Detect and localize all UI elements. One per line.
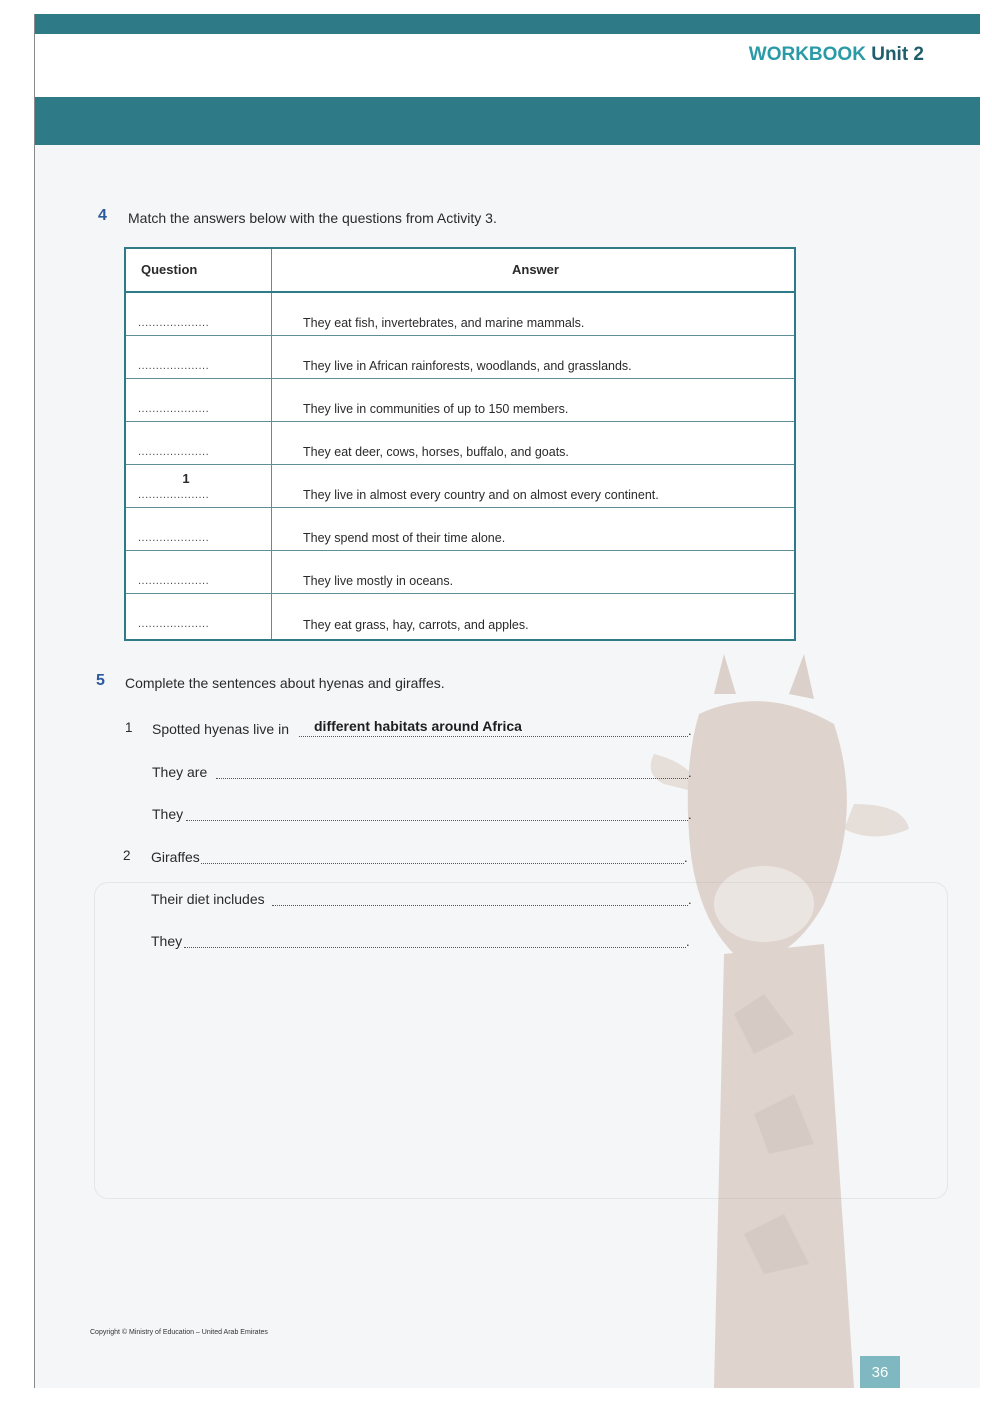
match-table <box>124 247 796 641</box>
sentence-prompt: Giraffes <box>151 849 200 865</box>
question-cell[interactable] <box>136 336 264 378</box>
dotted-blank: .................... <box>138 532 210 544</box>
item-number: 2 <box>123 848 131 863</box>
question-cell[interactable] <box>136 465 264 507</box>
workbook-label: WORKBOOK <box>748 44 866 65</box>
answer-text: They live in almost every country and on almost every continent. <box>303 488 659 502</box>
question-cell[interactable] <box>136 594 264 636</box>
dotted-blank: .................... <box>138 317 210 329</box>
giraffe-illustration <box>604 654 964 1388</box>
page-header-title <box>749 44 924 66</box>
question-answer: 1 <box>182 471 190 486</box>
sentence-prompt: They are <box>152 764 208 780</box>
table-header <box>126 249 794 293</box>
dotted-blank: .................... <box>138 575 210 587</box>
page-edge <box>34 14 35 1388</box>
answer-line[interactable] <box>272 905 688 906</box>
top-color-bar <box>34 14 980 34</box>
exercise-5-instruction: Complete the sentences about hyenas and giraffes. <box>125 675 445 691</box>
dotted-blank: .................... <box>138 403 210 415</box>
answer-text: They live in African rainforests, woodlands, and grasslands. <box>303 359 632 373</box>
exercise-4-instruction: Match the answers below with the questions from Activity 3. <box>128 210 497 226</box>
answer-text: They spend most of their time alone. <box>303 531 506 545</box>
item-number: 1 <box>125 720 133 735</box>
end-period: . <box>688 723 692 738</box>
table-row <box>126 594 794 637</box>
page-number: 36 <box>860 1356 900 1388</box>
dotted-blank: .................... <box>138 489 210 501</box>
workbook-page <box>34 14 980 1388</box>
exercise-5-number: 5 <box>96 672 105 689</box>
answer-line[interactable] <box>184 947 686 948</box>
question-cell[interactable] <box>136 422 264 464</box>
answer-line[interactable] <box>186 820 688 821</box>
header-band <box>34 97 980 145</box>
question-cell[interactable] <box>136 551 264 593</box>
exercise-4-number: 4 <box>98 207 107 224</box>
answer-text: They eat deer, cows, horses, buffalo, and goats. <box>303 445 569 459</box>
sentence-prompt: Spotted hyenas live in <box>152 721 289 737</box>
answer-text: They live mostly in oceans. <box>303 574 454 588</box>
written-answer: different habitats around Africa <box>314 718 522 734</box>
end-period: . <box>688 892 692 907</box>
table-row <box>126 336 794 379</box>
table-row <box>126 508 794 551</box>
sentence-prompt: They <box>152 806 184 822</box>
question-cell[interactable] <box>136 293 264 335</box>
unit-label: Unit 2 <box>871 44 924 65</box>
answer-line[interactable] <box>299 736 688 737</box>
answer-text: They live in communities of up to 150 members. <box>303 402 569 416</box>
dotted-blank: .................... <box>138 618 210 630</box>
answer-column-header: Answer <box>512 262 559 277</box>
question-cell[interactable] <box>136 379 264 421</box>
sentence-prompt: They <box>151 933 183 949</box>
end-period: . <box>684 850 688 865</box>
end-period: . <box>686 934 690 949</box>
table-row <box>126 551 794 594</box>
answer-text: They eat fish, invertebrates, and marine mammals. <box>303 316 585 330</box>
table-row <box>126 379 794 422</box>
table-row <box>126 422 794 465</box>
copyright-notice: Copyright © Ministry of Education – United Arab Emirates <box>90 1329 268 1336</box>
answer-text: They eat grass, hay, carrots, and apples. <box>303 618 529 632</box>
dotted-blank: .................... <box>138 446 210 458</box>
sentence-prompt: Their diet includes <box>151 891 265 907</box>
end-period: . <box>688 807 692 822</box>
answer-line[interactable] <box>216 778 688 779</box>
answer-line[interactable] <box>201 863 684 864</box>
dotted-blank: .................... <box>138 360 210 372</box>
table-row <box>126 465 794 508</box>
question-cell[interactable] <box>136 508 264 550</box>
end-period: . <box>688 765 692 780</box>
table-row <box>126 293 794 336</box>
question-column-header: Question <box>141 262 198 277</box>
